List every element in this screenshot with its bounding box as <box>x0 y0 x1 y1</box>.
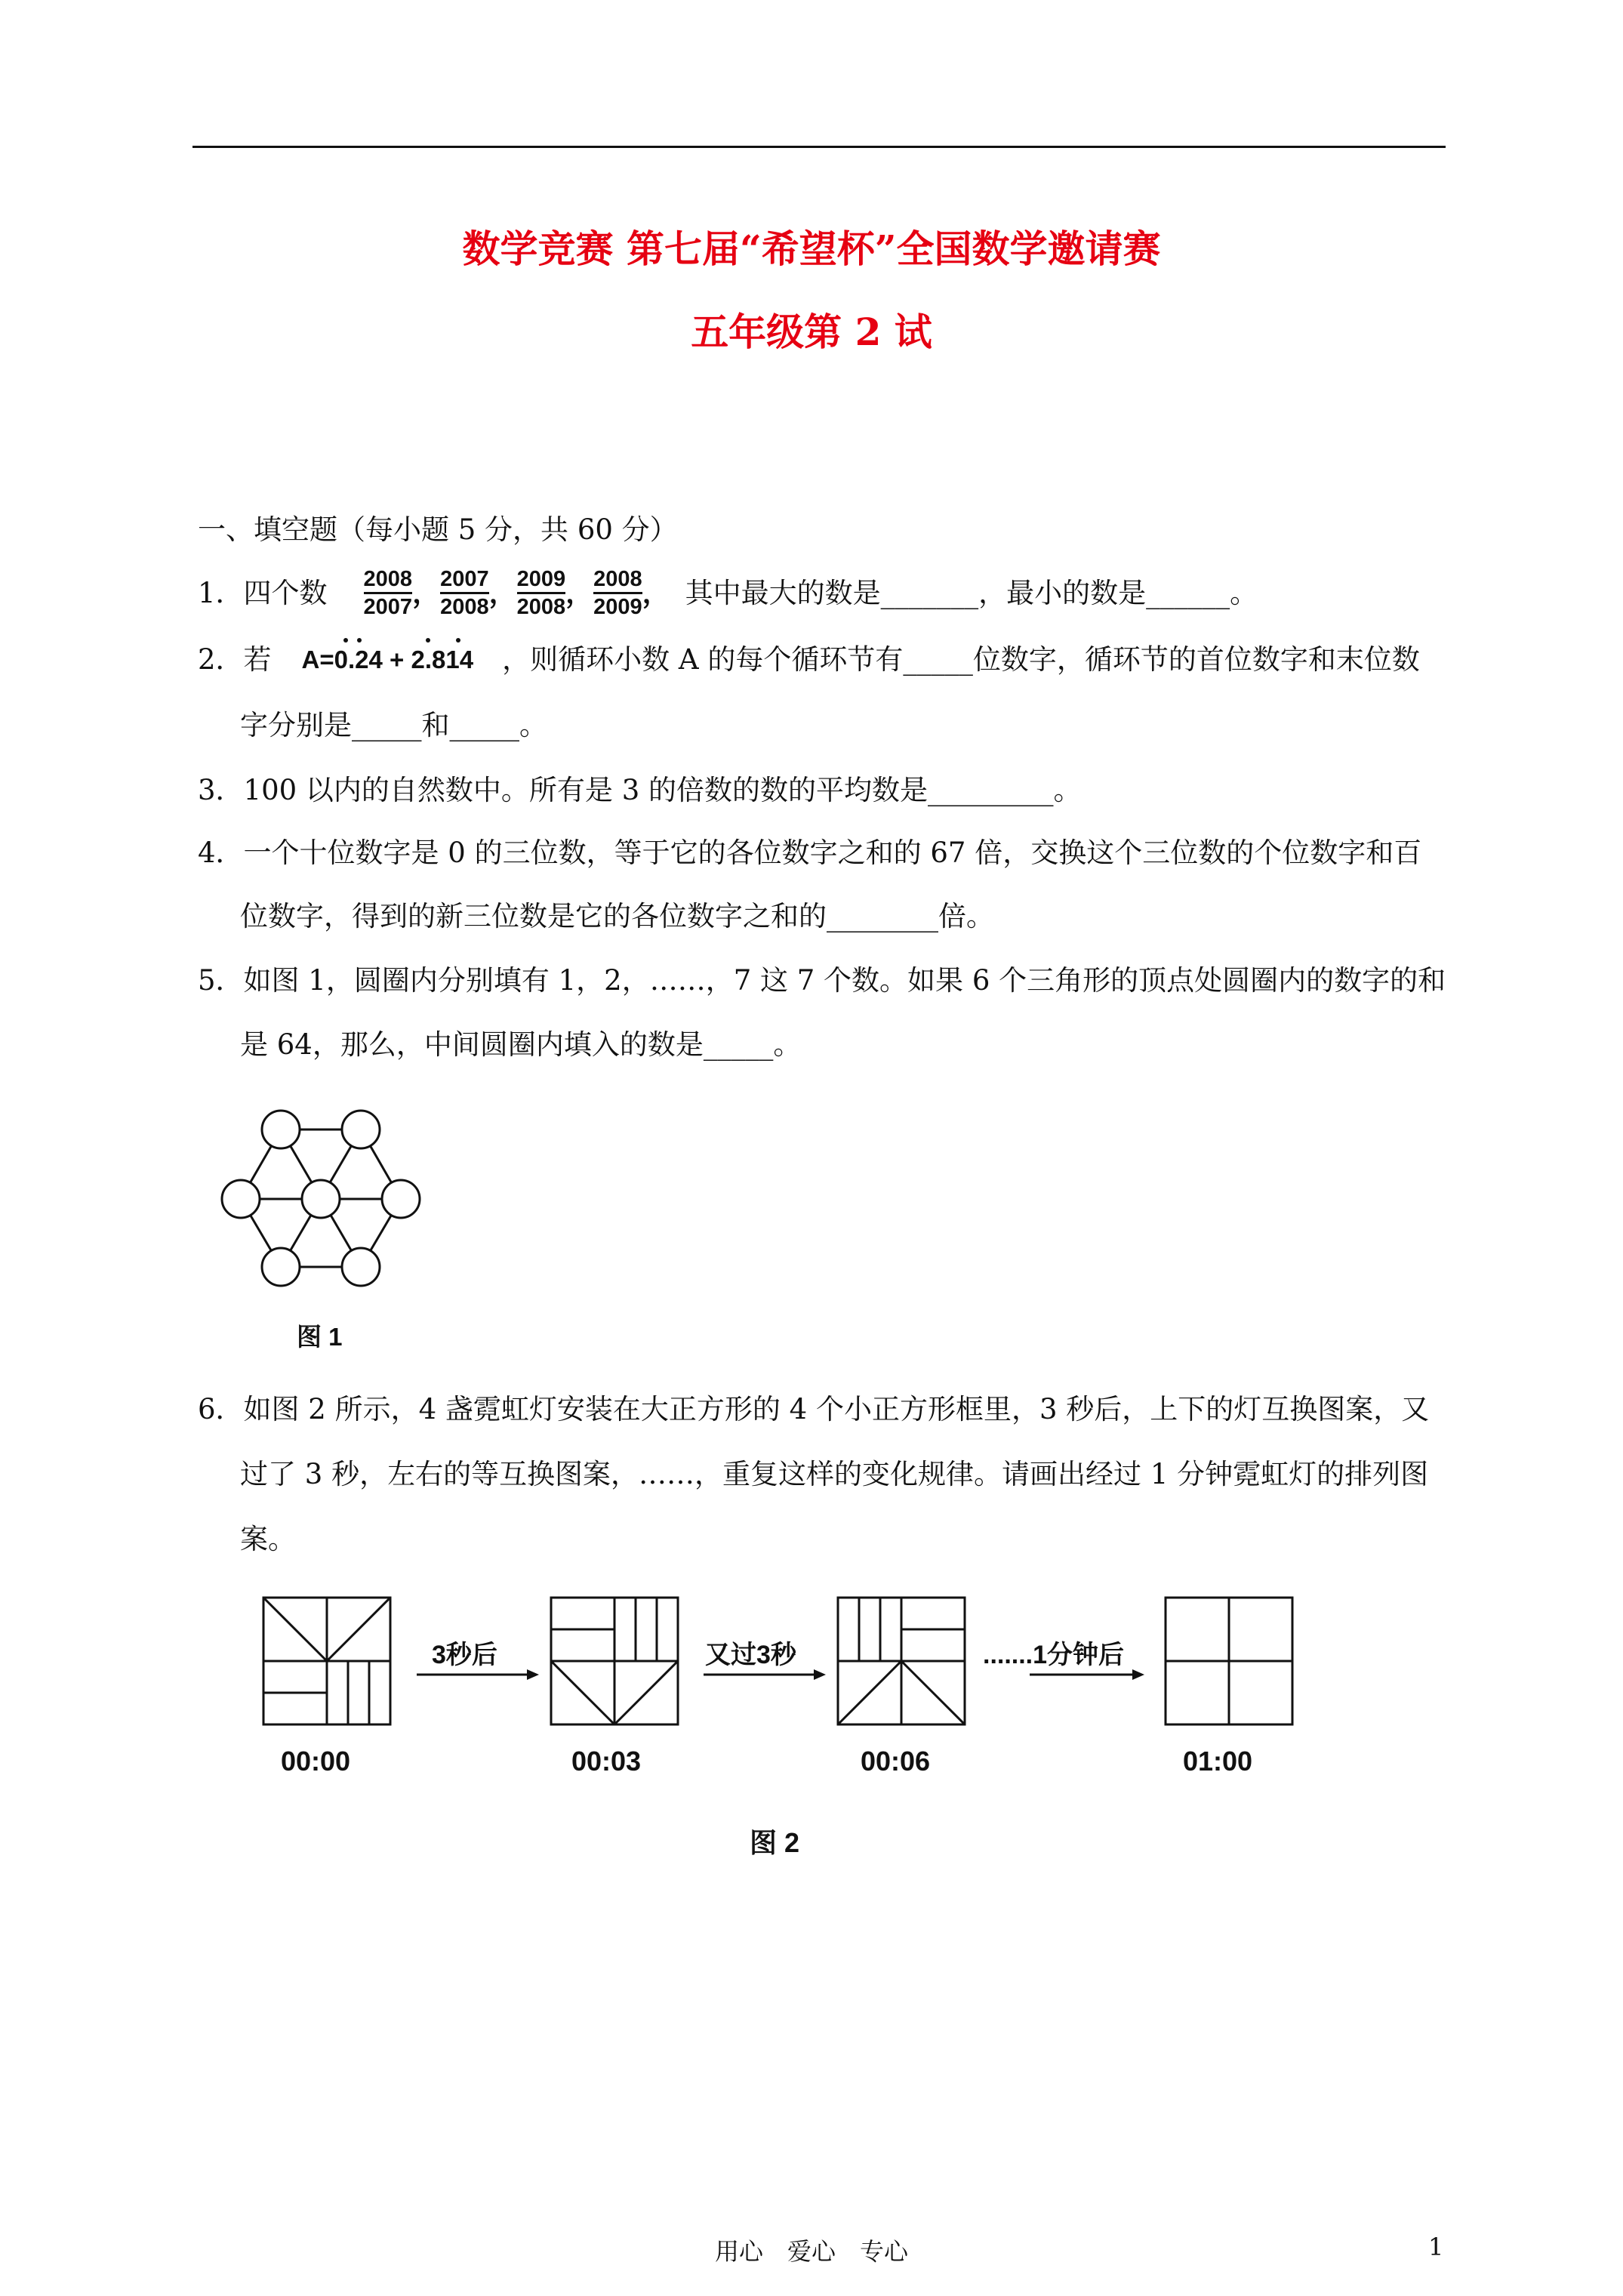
question-5-line1: 如图 1，圆圈内分别填有 1，2，……，7 这 7 个数。如果 6 个三角形的顶点处圆圈内的数字的和 <box>243 964 1446 997</box>
arrow-label-2: 又过3秒 <box>705 1641 796 1669</box>
time-label: 01:00 <box>1183 1746 1253 1777</box>
circle-node <box>342 1248 380 1286</box>
question-5 <box>198 964 1446 997</box>
page-subtitle: 五年级第 2 试 <box>691 310 932 354</box>
neon-panel-0006 <box>835 1595 971 1730</box>
question-number: 3． <box>198 774 244 806</box>
question-number: 6． <box>198 1393 244 1425</box>
circle-node-center <box>302 1180 340 1218</box>
question-number: 1． <box>198 577 244 610</box>
fraction-4: $\frac{2008}{2009}$ <box>593 567 642 620</box>
section-heading: 一、填空题（每小题 5 分，共 60 分） <box>198 513 678 546</box>
page-number: 1 <box>1428 2233 1444 2261</box>
question-4 <box>198 839 1421 867</box>
time-label: 00:06 <box>861 1746 931 1777</box>
question-4-line1: 一个十位数字是 0 的三位数，等于它的各位数字之和的 67 倍，交换这个三位数的个位数字和百 <box>243 837 1422 869</box>
arrow-label-3: .......1分钟后 <box>983 1641 1125 1669</box>
footer-motto: 用心 爱心 专心 <box>714 2237 908 2266</box>
question-5-line2: 是 64，那么，中间圆圈内填入的数是_____。 <box>240 1028 802 1061</box>
fraction-2: $\frac{2007}{2008}$ <box>440 567 489 620</box>
figure-2-label: 图 2 <box>750 1827 800 1858</box>
repeating-dots <box>334 633 485 648</box>
comma: ， <box>565 576 594 610</box>
figure-1-label: 图 1 <box>297 1323 343 1351</box>
arrow-right-icon <box>414 1666 542 1684</box>
page-title: 数学竞赛 第七届“希望杯”全国数学邀请赛 <box>462 227 1161 271</box>
circle-node <box>262 1111 300 1148</box>
circle-node <box>222 1180 260 1218</box>
question-1-tail: 其中最大的数是_______，最小的数是______。 <box>685 577 1258 610</box>
question-2-line2: 字分别是_____和_____。 <box>240 709 547 741</box>
figure-1-hexagon-diagram <box>215 1102 427 1306</box>
circle-node <box>262 1248 300 1286</box>
question-number: 5． <box>198 964 244 997</box>
question-number: 2． <box>198 643 244 676</box>
question-6 <box>198 1395 1429 1423</box>
comma: ， <box>412 576 441 610</box>
fraction-3: $\frac{2009}{2008}$ <box>516 567 566 620</box>
question-2 <box>198 643 1420 676</box>
repeating-decimal-formula: A=0.24 + 2.814 <box>301 646 474 673</box>
question-2-lead: 若 <box>243 643 272 676</box>
question-3-text: 100 以内的自然数中。所有是 3 的倍数的数的平均数是_________。 <box>243 774 1082 806</box>
circle-node <box>382 1180 420 1218</box>
question-1 <box>198 568 1258 619</box>
question-3 <box>198 776 1082 804</box>
circle-node <box>342 1111 380 1148</box>
question-2-tail: ，则循环小数 A 的每个循环节有_____位数字，循环节的首位数字和末位数 <box>502 643 1420 676</box>
question-6-line3: 案。 <box>240 1523 296 1555</box>
header-rule <box>192 146 1446 148</box>
arrow-label-1: 3秒后 <box>432 1641 497 1669</box>
neon-panel-0100-blank <box>1163 1595 1298 1730</box>
question-6-line2: 过了 3 秒，左右的等互换图案，……，重复这样的变化规律。请画出经过 1 分钟霓虹灯的排列图 <box>240 1458 1429 1490</box>
time-label: 00:03 <box>571 1746 642 1777</box>
comma: ， <box>488 576 517 610</box>
arrow-right-icon <box>701 1666 829 1684</box>
question-number: 4． <box>198 837 244 869</box>
arrow-right-icon <box>1027 1666 1147 1684</box>
neon-panel-0003 <box>548 1595 684 1730</box>
question-6-line1: 如图 2 所示，4 盏霓虹灯安装在大正方形的 4 个小正方形框里，3 秒后，上下的灯互换图案，又 <box>243 1393 1430 1425</box>
time-label: 00:00 <box>281 1746 351 1777</box>
fraction-1: $\frac{2008}{2007}$ <box>363 567 413 620</box>
neon-panel-0000 <box>260 1595 396 1730</box>
question-1-lead: 四个数 <box>243 577 328 610</box>
comma: ， <box>642 576 670 610</box>
question-4-line2: 位数字，得到的新三位数是它的各位数字之和的________倍。 <box>240 900 994 932</box>
